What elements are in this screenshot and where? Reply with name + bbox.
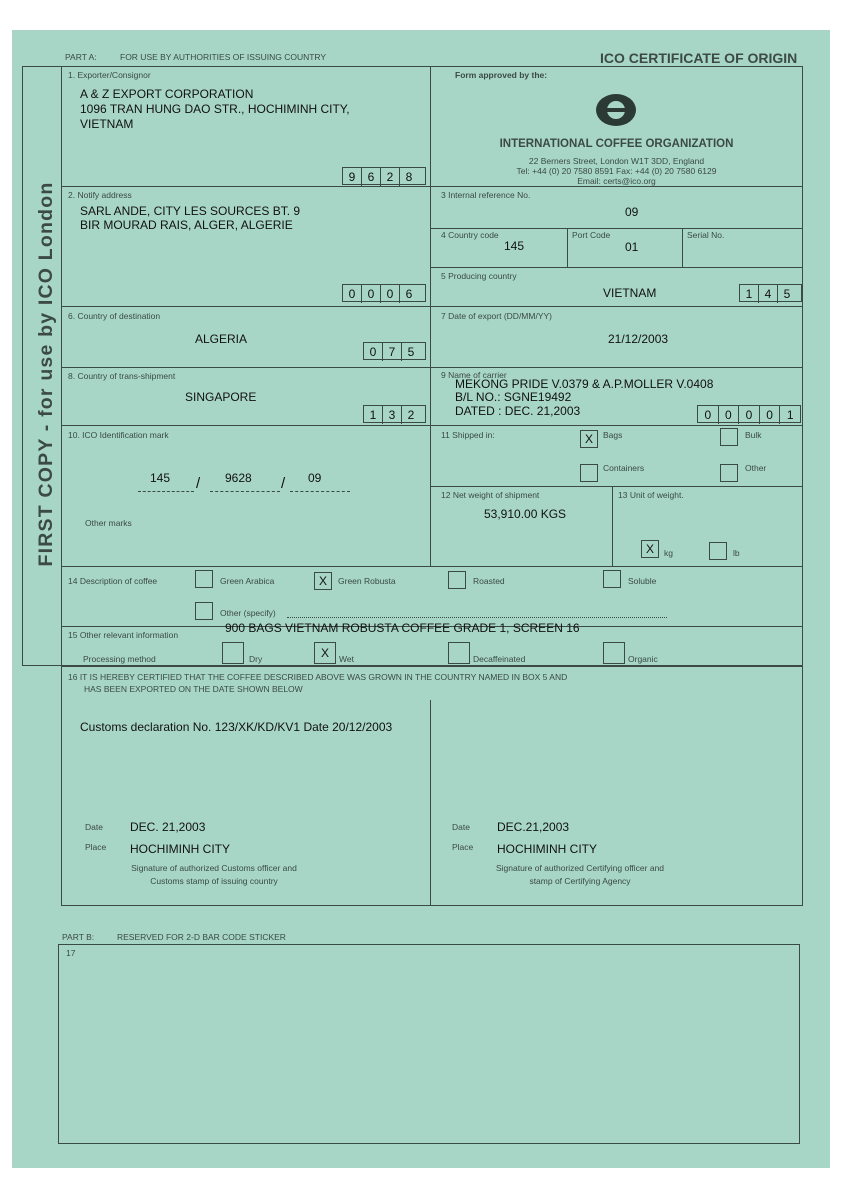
code-digit: 0 [718, 406, 739, 424]
kg-label: kg [664, 548, 673, 558]
left-signature-line1: Signature of authorized Customs officer and [131, 863, 297, 873]
internal-reference: 09 [625, 205, 639, 219]
other-shipped-checkbox[interactable] [720, 464, 738, 482]
dry-label: Dry [249, 654, 263, 664]
destination-country: ALGERIA [195, 332, 248, 346]
other-coffee-checkbox[interactable] [195, 602, 213, 620]
green-arabica-label: Green Arabica [220, 576, 275, 586]
ico-address: 22 Berners Street, London W1T 3DD, England [528, 156, 705, 166]
export-date: 21/12/2003 [608, 332, 669, 346]
left-place: HOCHIMINH CITY [130, 842, 230, 856]
ico-mark-part1: 145 [150, 471, 171, 485]
other-coffee-label: Other (specify) [220, 608, 276, 618]
serial-label: Serial No. [687, 230, 725, 240]
right-date: DEC.21,2003 [497, 820, 570, 834]
notify-line2: BIR MOURAD RAIS, ALGER, ALGERIE [80, 218, 293, 232]
decaf-label: Decaffeinated [473, 654, 526, 664]
wet-checkbox[interactable]: X [314, 642, 336, 664]
box9-label: 9 Name of carrier [441, 370, 507, 380]
wet-label: Wet [339, 654, 354, 664]
box11-label: 11 Shipped in: [441, 430, 495, 440]
dry-checkbox[interactable] [222, 642, 244, 664]
code-digit: 6 [399, 285, 418, 303]
code-digit: 7 [382, 343, 401, 361]
kg-checkbox[interactable]: X [641, 540, 659, 558]
ico-name: INTERNATIONAL COFFEE ORGANIZATION [499, 138, 734, 150]
notify-code [342, 284, 426, 302]
right-date-label: Date [452, 822, 470, 832]
carrier-dated: DATED : DEC. 21,2003 [455, 404, 581, 418]
code-digit: 5 [401, 343, 420, 361]
right-signature-line1: Signature of authorized Certifying officer and [495, 863, 665, 873]
transshipment-country: SINGAPORE [185, 390, 257, 404]
part-b-label: PART B: [62, 932, 95, 942]
other-info: 900 BAGS VIETNAM ROBUSTA COFFEE GRADE 1, SCREEN 16 [225, 621, 580, 635]
box13-label: 13 Unit of weight. [618, 490, 684, 500]
green-robusta-label: Green Robusta [338, 576, 396, 586]
box2-label: 2. Notify address [68, 190, 132, 200]
code-digit: 2 [401, 406, 420, 424]
soluble-checkbox[interactable] [603, 570, 621, 588]
carrier-code [697, 405, 801, 423]
box14-label: 14 Description of coffee [68, 576, 158, 586]
carrier-bl: B/L NO.: SGNE19492 [455, 390, 572, 404]
bulk-label: Bulk [745, 430, 762, 440]
exporter-name: A & Z EXPORT CORPORATION [80, 87, 254, 101]
code-digit: 3 [382, 406, 401, 424]
code-digit: 2 [380, 168, 399, 186]
ico-mark-part3: 09 [308, 471, 322, 485]
organic-label: Organic [628, 654, 658, 664]
code-digit: 0 [369, 345, 377, 359]
right-place: HOCHIMINH CITY [497, 842, 597, 856]
code-digit: 9 [348, 170, 356, 184]
code-digit: 1 [745, 287, 753, 301]
code-digit: 0 [738, 406, 759, 424]
box12-label: 12 Net weight of shipment [441, 490, 540, 500]
box1-label: 1. Exporter/Consignor [68, 70, 151, 80]
green-robusta-checkbox[interactable]: X [314, 572, 332, 590]
form-approved-label: Form approved by the: [455, 70, 548, 80]
ico-mark-separator: / [281, 475, 286, 492]
left-place-label: Place [85, 842, 107, 852]
certification-text-line2: HAS BEEN EXPORTED ON THE DATE SHOWN BELOW [84, 684, 303, 694]
box5-label: 5 Producing country [441, 271, 517, 281]
producing-code [739, 284, 802, 302]
code-digit: 1 [369, 408, 377, 422]
ico-mark-dash [138, 491, 194, 492]
lb-label: lb [733, 548, 740, 558]
decaf-checkbox[interactable] [448, 642, 470, 664]
bags-checkbox[interactable]: X [580, 430, 598, 448]
soluble-label: Soluble [628, 576, 657, 586]
ico-mark-part2: 9628 [225, 471, 252, 485]
containers-label: Containers [603, 463, 645, 473]
box17-label: 17 [66, 948, 76, 958]
ico-logo-icon [596, 94, 636, 126]
code-digit: 0 [759, 406, 780, 424]
green-arabica-checkbox[interactable] [195, 570, 213, 588]
exporter-country: VIETNAM [80, 117, 134, 131]
roasted-checkbox[interactable] [448, 571, 466, 589]
code-digit: 4 [758, 285, 777, 303]
ico-tel: Tel: +44 (0) 20 7580 8591 Fax: +44 (0) 20 7580 6129 [516, 166, 717, 176]
carrier-line1: MEKONG PRIDE V.0379 & A.P.MOLLER V.0408 [455, 377, 714, 391]
transshipment-code [363, 405, 426, 423]
code-digit: 0 [704, 408, 712, 422]
ico-mark-dash [290, 491, 350, 492]
part-b-description: RESERVED FOR 2-D BAR CODE STICKER [117, 932, 286, 942]
ico-email: Email: certs@ico.org [577, 176, 656, 186]
code-digit: 8 [399, 168, 418, 186]
other-shipped-label: Other [745, 463, 767, 473]
barcode-sticker-area [58, 944, 800, 1144]
ico-mark-separator: / [196, 475, 201, 492]
code-digit: 0 [348, 287, 356, 301]
port-code-label: Port Code [572, 230, 611, 240]
right-signature-line2: stamp of Certifying Agency [529, 876, 631, 886]
bulk-checkbox[interactable] [720, 428, 738, 446]
lb-checkbox[interactable] [709, 542, 727, 560]
left-date-label: Date [85, 822, 103, 832]
box7-label: 7 Date of export (DD/MM/YY) [441, 311, 553, 321]
net-weight: 53,910.00 KGS [484, 507, 567, 521]
organic-checkbox[interactable] [603, 642, 625, 664]
exporter-address: 1096 TRAN HUNG DAO STR., HOCHIMINH CITY, [80, 102, 350, 116]
roasted-label: Roasted [473, 576, 505, 586]
containers-checkbox[interactable] [580, 464, 598, 482]
box6-label: 6. Country of destination [68, 311, 161, 321]
box8-label: 8. Country of trans-shipment [68, 371, 176, 381]
notify-line1: SARL ANDE, CITY LES SOURCES BT. 9 [80, 204, 301, 218]
ico-mark-dash [210, 491, 280, 492]
exporter-code [342, 167, 426, 185]
left-signature-line2: Customs stamp of issuing country [150, 876, 278, 886]
page-title: ICO CERTIFICATE OF ORIGIN [600, 50, 798, 66]
box3-label: 3 Internal reference No. [441, 190, 531, 200]
part-a-label: PART A: [65, 52, 97, 62]
side-text: FIRST COPY - for use by ICO London [35, 181, 57, 567]
box10-label: 10. ICO Identification mark [68, 430, 169, 440]
country-code-label: 4 Country code [441, 230, 499, 240]
code-digit: 6 [361, 168, 380, 186]
port-code: 01 [625, 240, 639, 254]
country-code: 145 [504, 239, 525, 253]
left-date: DEC. 21,2003 [130, 820, 206, 834]
other-marks-label: Other marks [85, 518, 132, 528]
code-digit: 5 [777, 285, 796, 303]
destination-code [363, 342, 426, 360]
code-digit: 0 [361, 285, 380, 303]
code-digit: 0 [380, 285, 399, 303]
certification-text-line1: 16 IT IS HEREBY CERTIFIED THAT THE COFFEE DESCRIBED ABOVE WAS GROWN IN THE COUNTRY NAMED IN BOX 5 AND [68, 672, 568, 682]
producing-country: VIETNAM [603, 286, 657, 300]
right-place-label: Place [452, 842, 474, 852]
processing-label: Processing method [83, 654, 156, 664]
bags-label: Bags [603, 430, 623, 440]
code-digit: 1 [779, 406, 800, 424]
other-coffee-line [287, 617, 667, 618]
box15-label: 15 Other relevant information [68, 630, 179, 640]
part-a-description: FOR USE BY AUTHORITIES OF ISSUING COUNTRY [120, 52, 327, 62]
customs-declaration: Customs declaration No. 123/XK/KD/KV1 Date 20/12/2003 [80, 720, 393, 734]
